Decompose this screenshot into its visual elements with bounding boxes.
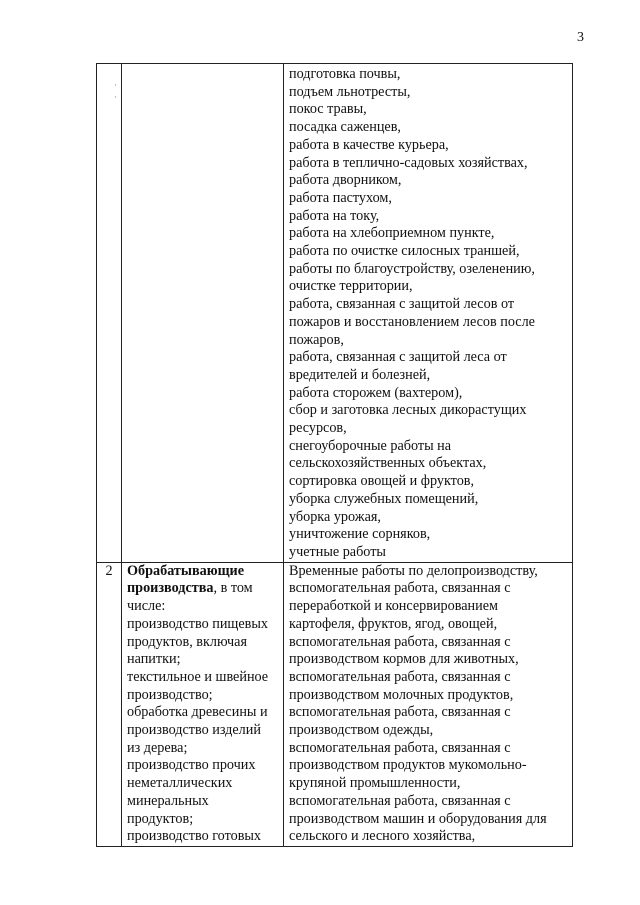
work-item: подготовка почвы, [289, 66, 401, 82]
work-item: работы по благоустройству, озеленению, [289, 260, 535, 277]
work-item: сбор и заготовка лесных дикорастущих [289, 402, 527, 419]
work-item: уборка служебных помещений, [289, 490, 479, 507]
table-row [97, 64, 573, 563]
industry-line: обработка древесины и [127, 704, 268, 721]
work-item: работа дворником, [289, 172, 402, 189]
work-item: работа на хлебоприемном пункте, [289, 225, 495, 242]
industry-line: производство прочих [127, 757, 256, 774]
work-item: учетные работы [289, 543, 386, 560]
work-item: подъем льнотресты, [289, 83, 411, 100]
work-item: работа в качестве курьера, [289, 136, 449, 153]
work-item: покос травы, [289, 101, 367, 118]
industry-line: производство готовых [127, 828, 262, 845]
work-item: пожаров, [289, 331, 344, 348]
work-item: работа на току, [289, 207, 380, 224]
industry-cell [122, 562, 284, 846]
works-table [96, 63, 573, 847]
work-item: вспомогательная работа, связанная с [289, 792, 511, 809]
work-item: сельского и лесного хозяйства, [289, 828, 476, 845]
work-item: сельскохозяйственных объектах, [289, 455, 487, 472]
industry-line: числе: [127, 598, 166, 615]
industry-line: производство пищевых [127, 615, 268, 632]
row-number: 2 [105, 562, 113, 579]
work-item: вспомогательная работа, связанная с [289, 739, 511, 756]
work-item: работа, связанная с защитой лесов от [289, 296, 515, 313]
industry-line: текстильное и швейное [127, 668, 269, 685]
row-number-cell [97, 562, 122, 846]
work-item: производством продуктов мукомольно- [289, 757, 527, 774]
work-item: производством молочных продуктов, [289, 686, 514, 703]
work-item: вспомогательная работа, связанная с [289, 668, 511, 685]
work-item: переработкой и консервированием [289, 598, 499, 615]
industry-line: производство изделий [127, 722, 261, 739]
industry-line: минеральных [127, 792, 209, 809]
work-item: работа сторожем (вахтером), [289, 384, 463, 401]
work-item: уборка урожая, [289, 508, 381, 525]
industry-line: продуктов; [127, 810, 194, 827]
industry-line: производство; [127, 686, 213, 703]
work-item: вспомогательная работа, связанная с [289, 580, 511, 597]
work-item: картофеля, фруктов, ягод, овощей, [289, 615, 498, 632]
work-item: крупяной промышленности, [289, 775, 461, 792]
work-item: ресурсов, [289, 420, 347, 437]
work-item: вспомогательная работа, связанная с [289, 633, 511, 650]
work-item: работа по очистке силосных траншей, [289, 243, 520, 260]
industry-cell [122, 64, 284, 563]
work-item: вредителей и болезней, [289, 366, 431, 383]
work-item: работа, связанная с защитой леса от [289, 349, 507, 366]
scan-mark: · [114, 92, 117, 102]
work-item: производством машин и оборудования для [289, 810, 547, 827]
work-item: работа пастухом, [289, 189, 392, 206]
page-number: 3 [577, 30, 584, 45]
work-item: вспомогательная работа, связанная с [289, 704, 511, 721]
table-row [97, 562, 573, 846]
industry-title: Обрабатывающие [127, 562, 245, 579]
row-number-cell [97, 64, 122, 563]
scan-mark: · [114, 80, 117, 90]
industry-line: продуктов, включая [127, 633, 247, 650]
work-item: производством кормов для животных, [289, 651, 519, 668]
work-item: Временные работы по делопроизводству, [289, 562, 538, 579]
industry-line: неметаллических [127, 775, 233, 792]
industry-line: из дерева; [127, 739, 188, 756]
industry-line: напитки; [127, 651, 181, 668]
work-item: сортировка овощей и фруктов, [289, 473, 475, 490]
work-item: пожаров и восстановлением лесов после [289, 313, 535, 330]
works-cell [284, 64, 573, 563]
work-item: очистке территории, [289, 278, 413, 295]
work-item: посадка саженцев, [289, 119, 401, 136]
works-cell [284, 562, 573, 846]
industry-subtitle: производства, в том [127, 580, 253, 597]
work-item: снегоуборочные работы на [289, 437, 452, 454]
work-item: уничтожение сорняков, [289, 526, 431, 543]
work-item: производством одежды, [289, 722, 434, 739]
work-item: работа в теплично-садовых хозяйствах, [289, 154, 528, 171]
